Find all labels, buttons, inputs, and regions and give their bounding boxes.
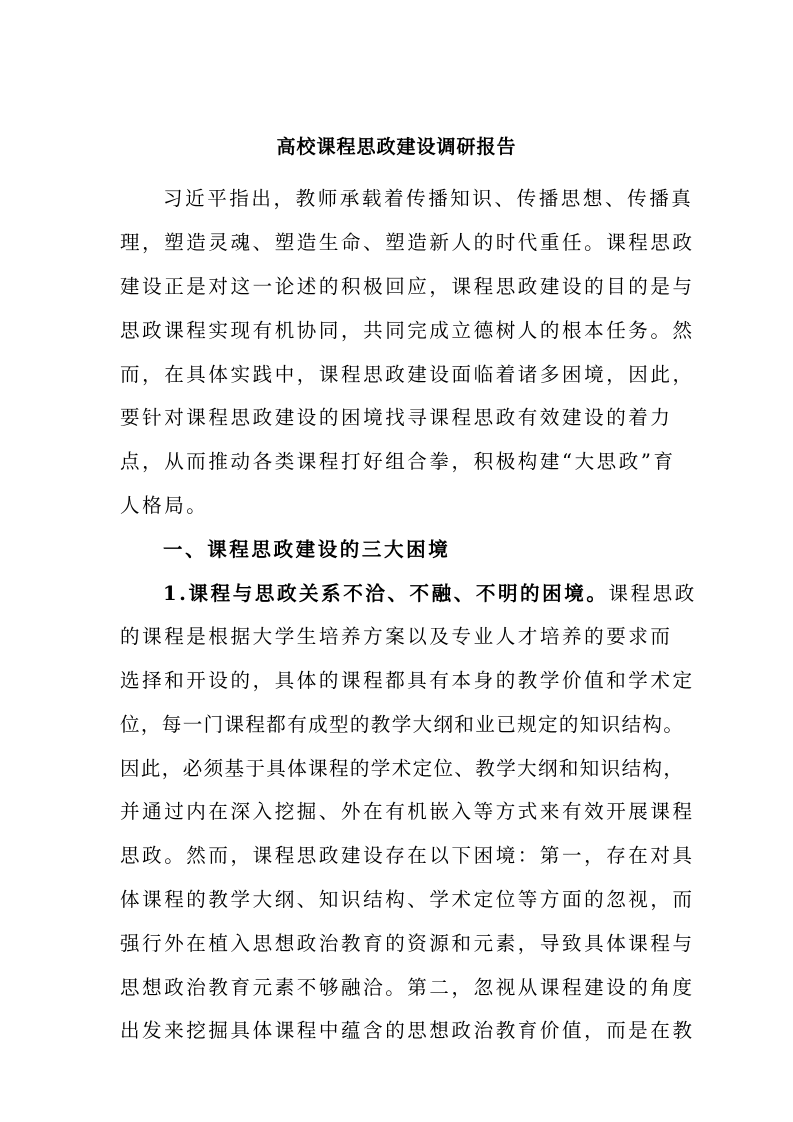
paragraph-line: 要针对课程思政建设的困境找寻课程思政有效建设的着力 <box>120 406 673 429</box>
paragraph-line: 因此，必须基于具体课程的学术定位、教学大纲和知识结构， <box>120 757 685 780</box>
paragraph-line: 出发来挖掘具体课程中蕴含的思想政治教育价值，而是在教 <box>120 1019 695 1042</box>
paragraph-line: 体课程的教学大纲、知识结构、学术定位等方面的忽视，而 <box>120 888 695 911</box>
paragraph-line: 思政。然而，课程思政建设存在以下困境：第一，存在对具 <box>120 844 695 867</box>
paragraph-line: 的课程是根据大学生培养方案以及专业人才培养的要求而 <box>120 625 673 648</box>
paragraph-line: 思想政治教育元素不够融洽。第二，忽视从课程建设的角度 <box>120 976 695 999</box>
paragraph-line: 建设正是对这一论述的积极回应，课程思政建设的目的是与 <box>120 275 695 298</box>
paragraph-line-with-bold-lead <box>163 582 697 606</box>
paragraph-line: 选择和开设的，具体的课程都具有本身的教学价值和学术定 <box>120 669 695 692</box>
paragraph-line: 习近平指出，教师承载着传播知识、传播思想、传播真 <box>163 187 694 210</box>
subheading-lead: 1.课程与思政关系不洽、不融、不明的困境。 <box>163 582 609 605</box>
paragraph-line: 点，从而推动各类课程打好组合拳，积极构建“大思政”育 <box>120 450 676 473</box>
document-title: 高校课程思政建设调研报告 <box>276 136 517 158</box>
paragraph-line: 强行外在植入思想政治教育的资源和元素，导致具体课程与 <box>120 932 695 955</box>
paragraph-line: 而，在具体实践中，课程思政建设面临着诸多困境，因此， <box>120 363 695 386</box>
paragraph-line: 理，塑造灵魂、塑造生命、塑造新人的时代重任。课程思政 <box>120 231 695 254</box>
paragraph-line: 思政课程实现有机协同，共同完成立德树人的根本任务。然 <box>120 319 695 342</box>
paragraph-line: 人格局。 <box>120 494 209 517</box>
paragraph-line: 位，每一门课程都有成型的教学大纲和业已规定的知识结构。 <box>120 713 685 736</box>
paragraph-line: 并通过内在深入挖掘、外在有机嵌入等方式来有效开展课程 <box>120 800 695 823</box>
subheading-tail: 课程思政 <box>608 582 697 605</box>
section-heading: 一、课程思政建设的三大困境 <box>163 538 451 561</box>
